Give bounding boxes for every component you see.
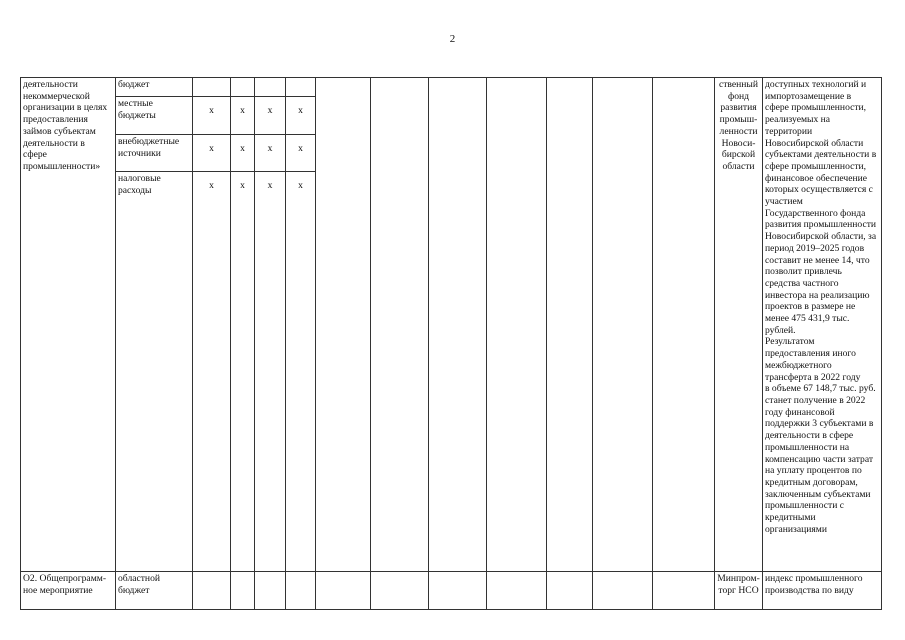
- x-mark: x: [231, 135, 255, 172]
- x-mark: x: [286, 135, 316, 172]
- executor-cell: Минпром- торг НСО: [715, 572, 763, 610]
- table-row: [21, 78, 882, 97]
- x-mark: x: [255, 97, 286, 135]
- table-row: [21, 572, 882, 610]
- x-mark: x: [193, 172, 231, 572]
- empty-cell: [286, 572, 316, 610]
- value-cell: [231, 78, 255, 97]
- empty-cell: [371, 78, 429, 572]
- empty-cell: [487, 572, 547, 610]
- empty-cell: [371, 572, 429, 610]
- empty-cell: [593, 572, 653, 610]
- funding-source-cell: внебюджетные источники: [116, 135, 193, 172]
- x-mark: x: [255, 172, 286, 572]
- value-cell: [255, 78, 286, 97]
- executor-cell: ственный фонд развития промыш- ленности Новоси- бирской области: [715, 78, 763, 572]
- funding-source-cell: налоговые расходы: [116, 172, 193, 572]
- x-mark: x: [193, 135, 231, 172]
- empty-cell: [316, 572, 371, 610]
- empty-cell: [653, 572, 715, 610]
- empty-cell: [231, 572, 255, 610]
- empty-cell: [429, 572, 487, 610]
- result-cell: индекс промышленного производства по виду: [763, 572, 882, 610]
- x-mark: x: [231, 97, 255, 135]
- empty-cell: [547, 572, 593, 610]
- funding-source-cell: местные бюджеты: [116, 97, 193, 135]
- empty-cell: [653, 78, 715, 572]
- x-mark: x: [286, 97, 316, 135]
- empty-cell: [429, 78, 487, 572]
- result-cell: доступных технологий и импортозамещение в сфере промышленности, реализуемых на территории Новосибирской области субъектами деятельности в сфере промышленности, финансовое обеспечение которых осуществляется с участием Государственного фонда развития промышленности Новосибирской области, за период 2019–2025 годов составит не менее 14, что позволит привлечь средства частного инвестора на реализацию проектов в размере не менее 475 431,9 тыс. рублей. Результатом предоставления иного межбюджетного трансферта в 2022 году в объеме 67 148,7 тыс. руб. станет получение в 2022 году финансовой поддержки 3 субъектами в деятельности в сфере промышленности на компенсацию части затрат на уплату процентов по кредитным договорам, заключенным субъектами промышленности с кредитными организациями: [763, 78, 882, 572]
- empty-cell: [316, 78, 371, 572]
- x-mark: x: [286, 172, 316, 572]
- value-cell: [286, 78, 316, 97]
- empty-cell: [255, 572, 286, 610]
- empty-cell: [193, 572, 231, 610]
- funding-source-cell: областной бюджет: [116, 572, 193, 610]
- x-mark: x: [255, 135, 286, 172]
- empty-cell: [487, 78, 547, 572]
- funding-source-cell: бюджет: [116, 78, 193, 97]
- value-cell: [193, 78, 231, 97]
- empty-cell: [593, 78, 653, 572]
- page-number: 2: [449, 33, 456, 45]
- measure-name-cell: деятельности некоммерческой организации в целях предоставления займов субъектам деятельности в сфере промышленности»: [21, 78, 116, 572]
- x-mark: x: [231, 172, 255, 572]
- program-table: [20, 77, 882, 610]
- measure-name-cell: О2. Общепрограмм- ное мероприятие: [21, 572, 116, 610]
- x-mark: x: [193, 97, 231, 135]
- empty-cell: [547, 78, 593, 572]
